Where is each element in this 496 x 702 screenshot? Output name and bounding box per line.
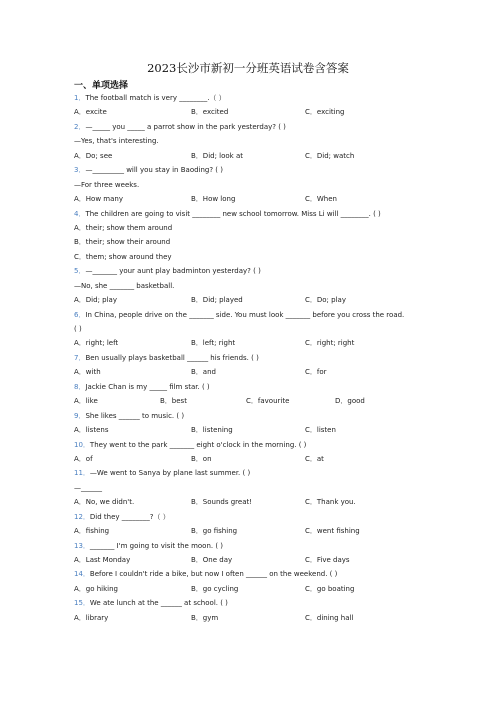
answer-option: B．and — [191, 368, 216, 377]
options-row — [74, 582, 434, 596]
answer-option: B．go cycling — [191, 584, 239, 593]
answer-option: A．How many — [74, 195, 123, 204]
question-text: The children are going to visit ________ new school tomorrow. Miss Li will ________. ( ) — [85, 209, 381, 218]
options-row — [74, 452, 434, 466]
answer-option: B．Sounds great! — [191, 498, 253, 507]
question-number: 12． — [74, 512, 90, 521]
question-line — [74, 91, 434, 105]
answer-option: B．excited — [191, 108, 229, 117]
question-text: —_____ you _____ a parrot show in the park yesterday? ( ) — [85, 122, 286, 131]
answer-option: B．Did; look at — [191, 151, 243, 160]
options-row — [74, 336, 434, 350]
question-number: 2． — [74, 122, 86, 131]
text-line: A．their; show them around — [74, 223, 173, 232]
answer-option: A．fishing — [74, 527, 110, 536]
question-text: —_________ will you stay in Baoding? ( ) — [85, 166, 223, 175]
answer-option: C．Did; watch — [305, 151, 355, 160]
question-line — [74, 466, 434, 480]
options-row — [74, 423, 434, 437]
question-line — [74, 409, 434, 423]
question-line — [74, 539, 434, 553]
answer-option: A．of — [74, 454, 93, 463]
answer-option: A．like — [74, 397, 98, 406]
question-line — [74, 351, 434, 365]
answer-option: C．When — [305, 195, 337, 204]
question-number: 4． — [74, 209, 86, 218]
section-heading: 一、单项选择 — [74, 81, 129, 91]
options-row — [74, 611, 434, 625]
text-line: —______ — [74, 483, 102, 492]
text-line: —Yes, that's interesting. — [74, 137, 159, 146]
options-row — [74, 495, 434, 509]
question-number: 15． — [74, 599, 90, 608]
answer-option: A．go hiking — [74, 584, 118, 593]
text-line: ( ) — [74, 325, 82, 333]
question-number: 9． — [74, 411, 86, 420]
question-line — [74, 308, 434, 322]
question-text: —_______ your aunt play badminton yesterday? ( ) — [85, 267, 261, 276]
question-line — [74, 120, 434, 134]
options-row — [74, 524, 434, 538]
answer-option: B．gym — [191, 613, 219, 622]
answer-option: C．go boating — [305, 584, 355, 593]
question-number: 3． — [74, 166, 86, 175]
question-text: The football match is very ________.（ ） — [85, 94, 226, 102]
answer-option: C．favourite — [246, 397, 290, 406]
question-text: She likes ______ to music. ( ) — [85, 411, 185, 420]
answer-option: C．listen — [305, 426, 336, 435]
question-number: 7． — [74, 353, 86, 362]
answer-option: A．Did; play — [74, 296, 117, 305]
question-line — [74, 163, 434, 177]
question-line — [74, 596, 434, 610]
question-number: 10． — [74, 440, 90, 449]
answer-option: A．excite — [74, 108, 107, 117]
answer-option: C．Do; play — [305, 296, 346, 305]
page-title: 2023长沙市新初一分班英语试卷含答案 — [147, 61, 349, 75]
question-number: 11． — [74, 469, 90, 478]
answer-option: B．How long — [191, 195, 236, 204]
question-text: Before I couldn't ride a bike, but now I often ______ on the weekend. ( ) — [89, 570, 338, 579]
options-row — [74, 365, 434, 379]
question-number: 14． — [74, 570, 90, 579]
answer-option: C．went fishing — [305, 527, 360, 536]
answer-option: B．best — [160, 397, 187, 406]
answer-option: B．One day — [191, 556, 233, 564]
answer-option: C．exciting — [305, 108, 345, 117]
answer-option: B．Did; played — [191, 296, 243, 305]
options-row — [74, 553, 434, 567]
question-line — [74, 207, 434, 221]
question-line — [74, 510, 434, 524]
question-text: _______ I'm going to visit the moon. ( ) — [89, 541, 224, 550]
answer-option: B．go fishing — [191, 527, 238, 536]
answer-option: A．right; left — [74, 339, 119, 348]
question-text: They went to the park _______ eight o'clock in the morning. ( ) — [89, 440, 307, 449]
question-line — [74, 567, 434, 581]
options-row — [74, 293, 434, 307]
question-list — [74, 91, 434, 625]
answer-option: B．left; right — [191, 339, 236, 348]
question-text: Did they ________?（ ） — [89, 512, 170, 521]
question-line — [74, 264, 434, 278]
question-number: 1． — [74, 94, 86, 102]
answer-option: C．Five days — [305, 556, 350, 564]
question-line — [74, 438, 434, 452]
text-line: —No, she _______ basketball. — [74, 281, 175, 290]
answer-option: A．Last Monday — [74, 556, 131, 564]
question-line — [74, 380, 434, 394]
answer-option: D．good — [335, 397, 365, 406]
answer-option: A．listens — [74, 426, 109, 435]
question-number: 13． — [74, 541, 90, 550]
question-text: We ate lunch at the ______ at school. ( ) — [89, 599, 228, 608]
options-row — [74, 394, 434, 408]
options-row — [74, 192, 434, 206]
question-number: 5． — [74, 267, 86, 276]
answer-option: A．with — [74, 368, 101, 377]
answer-option: A．No, we didn't. — [74, 498, 135, 507]
question-text: Jackie Chan is my _____ film star. ( ) — [85, 382, 210, 391]
question-text: —We went to Sanya by plane last summer. ( ) — [89, 469, 251, 478]
answer-option: B．on — [191, 454, 212, 463]
text-line: B．their; show their around — [74, 238, 171, 247]
question-text: In China, people drive on the _______ side. You must look _______ before you cross the road. — [85, 310, 405, 319]
options-row — [74, 105, 434, 119]
answer-option: C．dining hall — [305, 613, 354, 622]
text-line: C．them; show around they — [74, 252, 172, 261]
answer-option: C．Thank you. — [305, 498, 356, 507]
answer-option: A．library — [74, 613, 109, 622]
options-row — [74, 149, 434, 163]
question-number: 6． — [74, 310, 86, 319]
answer-option: A．Do; see — [74, 151, 113, 160]
answer-option: B．listening — [191, 426, 233, 435]
question-number: 8． — [74, 382, 86, 391]
text-line: —For three weeks. — [74, 180, 140, 189]
question-text: Ben usually plays basketball ______ his friends. ( ) — [85, 353, 259, 362]
answer-option: C．for — [305, 368, 327, 377]
answer-option: C．at — [305, 454, 324, 463]
answer-option: C．right; right — [305, 339, 355, 348]
